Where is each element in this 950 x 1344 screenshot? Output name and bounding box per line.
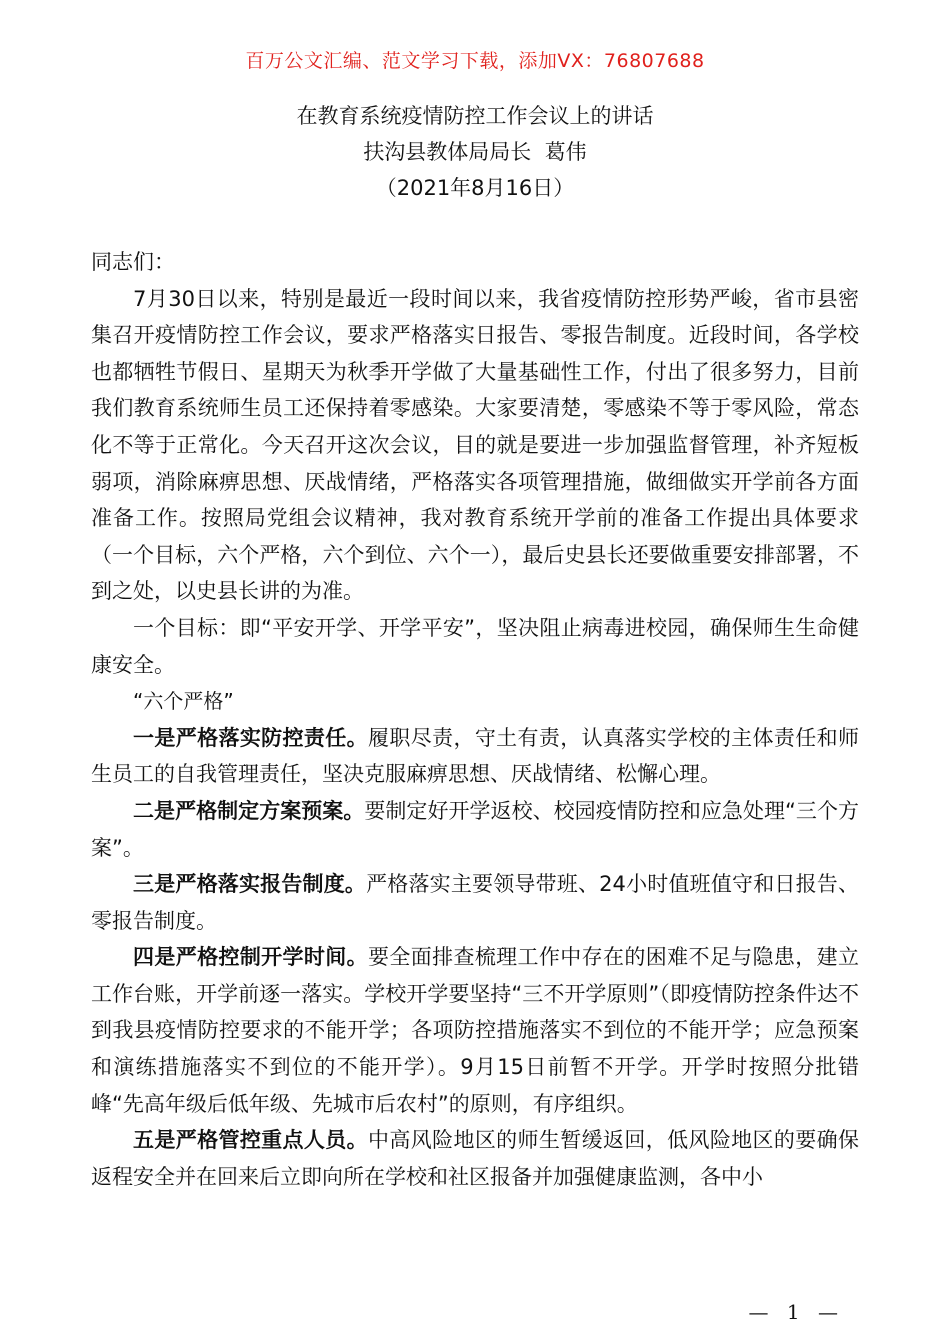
strict-item-1-text: 履职尽责，守土有责，认真落实学校的主体责任和师生员工的自我管理责任，坚决克服麻痹思想、厌战情绪、松懈心理。 (91, 725, 859, 787)
strict-item-2 (91, 793, 859, 866)
intro-paragraph: 7月30日以来，特别是最近一段时间以来，我省疫情防控形势严峻，省市县密集召开疫情防控工作会议，要求严格落实日报告、零报告制度。近段时间，各学校也都牺牲节假日、星期天为秋季开学做了大量基础性工作，付出了很多努力，目前我们教育系统师生员工还保持着零感染。大家要清楚，零感染不等于零风险，常态化不等于正常化。今天召开这次会议，目的就是要进一步加强监督管理，补齐短板弱项，消除麻痹思想、厌战情绪，严格落实各项管理措施，做细做实开学前各方面准备工作。按照局党组会议精神，我对教育系统开学前的准备工作提出具体要求（一个目标，六个严格，六个到位、六个一），最后史县长还要做重要安排部署，不到之处，以史县长讲的为准。 (91, 286, 859, 604)
strict-item-3-title: 三是严格落实报告制度。 (133, 872, 367, 897)
speaker-line: 扶沟县教体局局长 葛伟 (363, 140, 587, 164)
strict-item-5-title: 五是严格管控重点人员。 (133, 1128, 368, 1153)
strict-item-4 (91, 939, 859, 1122)
six-strict-heading: “六个严格” (133, 689, 234, 714)
speech-body (91, 244, 859, 1195)
strict-item-3 (91, 866, 859, 939)
goal-paragraph: 一个目标：即“平安开学、开学平安”，坚决阻止病毒进校园，确保师生生命健康安全。 (91, 615, 859, 677)
speech-title: 在教育系统疫情防控工作会议上的讲话 (296, 104, 654, 128)
strict-item-5 (91, 1122, 859, 1195)
page-number: — 1 — (748, 1300, 844, 1324)
strict-item-3-text: 严格落实主要领导带班、24小时值班值守和日报告、零报告制度。 (91, 872, 859, 933)
title-block (0, 98, 950, 206)
strict-item-5-text: 中高风险地区的师生暂缓返回，低风险地区的要确保返程安全并在回来后立即向所在学校和社区报备并加强健康监测，各中小 (91, 1128, 859, 1189)
strict-item-1 (91, 720, 859, 793)
strict-item-2-title: 二是严格制定方案预案。 (133, 798, 365, 823)
salutation: 同志们： (91, 250, 175, 274)
strict-item-1-title: 一是严格落实防控责任。 (133, 725, 368, 750)
strict-item-4-text: 要全面排查梳理工作中存在的困难不足与隐患，建立工作台账，开学前逐一落实。学校开学要坚持“三不开学原则”（即疫情防控条件达不到我县疫情防控要求的不能开学；各项防控措施落实不到位的不能开学；应急预案和演练措施落实不到位的不能开学）。9月15日前暂不开学。开学时按照分批错峰“先高年级后低年级、先城市后农村”的原则，有序组织。 (91, 945, 859, 1116)
strict-item-2-text: 要制定好开学返校、校园疫情防控和应急处理“三个方案”。 (91, 798, 859, 860)
watermark-banner: 百万公文汇编、范文学习下载，添加VX：76807688 (245, 50, 705, 72)
speech-date: （2021年8月16日） (375, 176, 575, 200)
strict-item-4-title: 四是严格控制开学时间。 (133, 945, 368, 970)
